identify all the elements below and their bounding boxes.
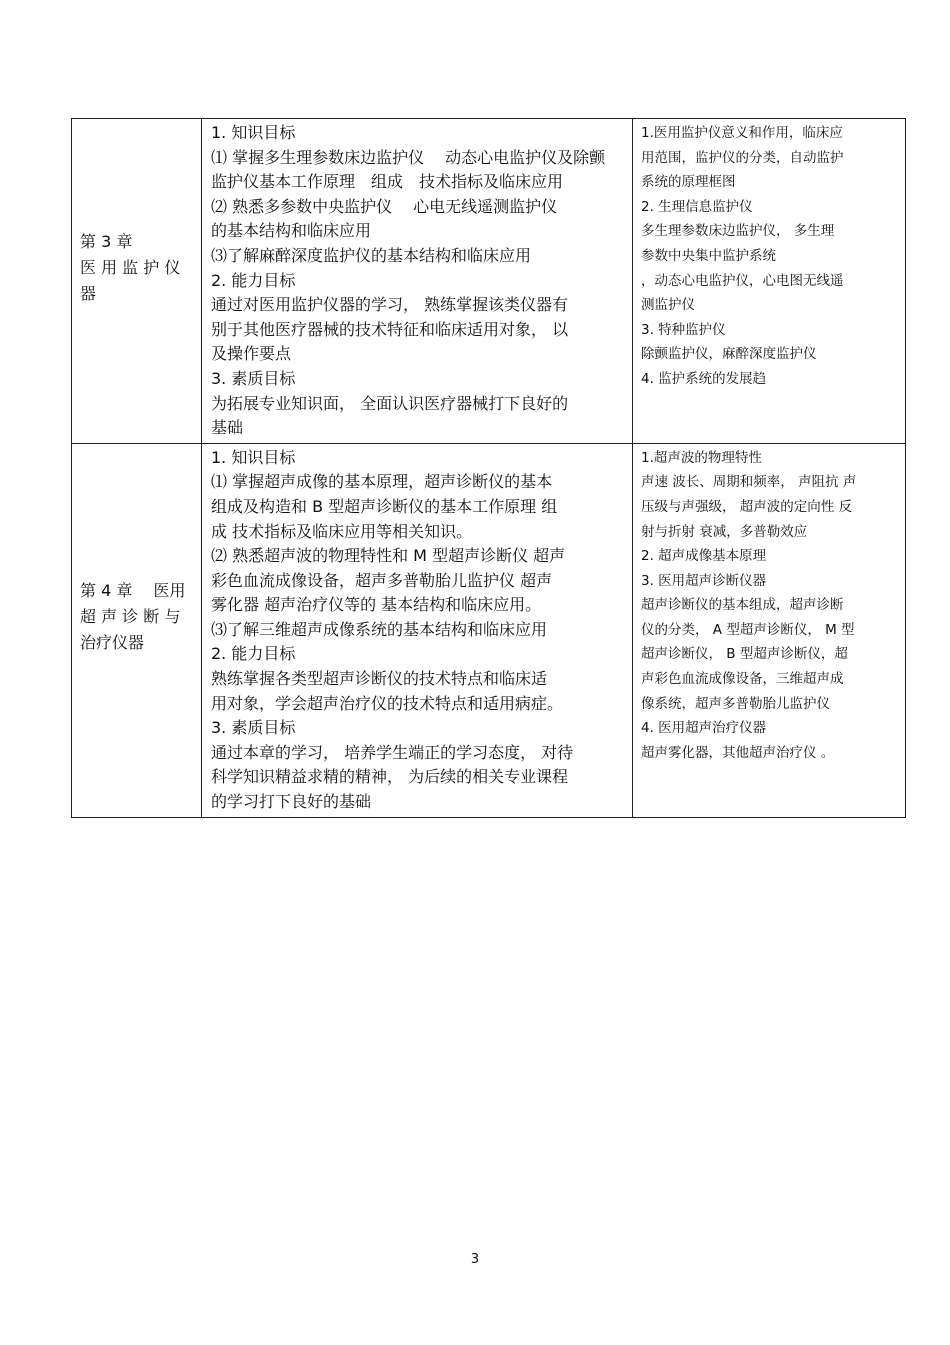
objective-line: ⑴ 掌握多生理参数床边监护仪 动态心电监护仪及除颤 xyxy=(211,147,606,167)
table-row-chapter-4 xyxy=(72,443,906,817)
content-line: 多生理参数床边监护仪， 多生理 xyxy=(641,223,835,240)
content-line: 超声诊断仪， B 型超声诊断仪，超 xyxy=(641,646,848,663)
objective-line: 成 技术指标及临床应用等相关知识。 xyxy=(211,521,473,541)
chapter-cell xyxy=(72,119,202,444)
chapter-label: 第 3 章 xyxy=(80,232,133,251)
objective-line: 别于其他医疗器械的技术特征和临床适用对象， 以 xyxy=(211,319,569,339)
objective-line: 3. 素质目标 xyxy=(211,368,296,388)
content-line: 除颤监护仪，麻醉深度监护仪 xyxy=(641,346,817,363)
content-line: 测监护仪 xyxy=(641,297,695,314)
syllabus-table xyxy=(71,118,906,818)
content-line: 1.超声波的物理特性 xyxy=(641,449,762,466)
objective-line: ⑶了解三维超声成像系统的基本结构和临床应用 xyxy=(211,619,548,639)
objective-line: 为拓展专业知识面， 全面认识医疗器械打下良好的 xyxy=(211,393,569,413)
objective-line: 雾化器 超声治疗仪等的 基本结构和临床应用。 xyxy=(211,595,542,615)
objective-line: 3. 素质目标 xyxy=(211,718,296,738)
content-line: 3. 特种监护仪 xyxy=(641,321,726,338)
objective-line: 1. 知识目标 xyxy=(211,447,296,467)
content-line: 超声诊断仪的基本组成，超声诊断 xyxy=(641,597,844,614)
content-line: 3. 医用超声诊断仪器 xyxy=(641,572,767,589)
objective-line: 的基本结构和临床应用 xyxy=(211,221,372,241)
objectives-cell xyxy=(202,443,633,817)
objective-line: 监护仪基本工作原理 组成 技术指标及临床应用 xyxy=(211,172,564,192)
objective-line: ⑵ 熟悉超声波的物理特性和 M 型超声诊断仪 超声 xyxy=(211,546,566,566)
content-line: 压级与声强级， 超声波的定向性 反 xyxy=(641,498,853,515)
objective-line: 科学知识精益求精的精神， 为后续的相关专业课程 xyxy=(211,767,569,787)
objective-line: 组成及构造和 B 型超声诊断仪的基本工作原理 组 xyxy=(211,496,558,516)
content-line: 参数中央集中监护系统 xyxy=(641,247,776,264)
objective-line: 通过本章的学习， 培养学生端正的学习态度， 对待 xyxy=(211,742,574,762)
content-cell xyxy=(633,443,906,817)
chapter-label: 医 用 监 护 仪 xyxy=(80,258,181,277)
content-line: 4. 监护系统的发展趋 xyxy=(641,370,767,387)
objective-line: ⑴ 掌握超声成像的基本原理，超声诊断仪的基本 xyxy=(211,472,553,492)
objective-line: 1. 知识目标 xyxy=(211,123,296,142)
chapter-cell xyxy=(72,443,202,817)
content-line: 声彩色血流成像设备，三维超声成 xyxy=(641,671,844,688)
content-line: 像系统，超声多普勒胎儿监护仪 xyxy=(641,695,830,712)
objective-line: 及操作要点 xyxy=(211,344,292,364)
chapter-label: 超 声 诊 断 与 xyxy=(80,606,181,626)
content-line: 2. 超声成像基本原理 xyxy=(641,548,767,565)
objective-line: 的学习打下良好的基础 xyxy=(211,792,372,812)
objective-line: 2. 能力目标 xyxy=(211,644,296,664)
chapter-label: 治疗仪器 xyxy=(80,632,145,652)
content-line: 4. 医用超声治疗仪器 xyxy=(641,720,767,737)
page-number: 3 xyxy=(470,1252,480,1267)
content-line: 超声雾化器，其他超声治疗仪 。 xyxy=(641,744,835,761)
table-row-chapter-3 xyxy=(72,119,906,444)
objective-line: ⑶了解麻醉深度监护仪的基本结构和临床应用 xyxy=(211,245,532,265)
objective-line: 通过对医用监护仪器的学习， 熟练掌握该类仪器有 xyxy=(211,295,569,315)
content-line: 1.医用监护仪意义和作用，临床应 xyxy=(641,125,843,141)
content-line: 用范围，监护仪的分类，自动监护 xyxy=(641,149,844,166)
objective-line: 2. 能力目标 xyxy=(211,270,296,290)
content-line: ，动态心电监护仪，心电图无线遥 xyxy=(641,272,844,289)
objective-line: 熟练掌握各类型超声诊断仪的技术特点和临床适 xyxy=(211,669,548,689)
objective-line: ⑵ 熟悉多参数中央监护仪 心电无线遥测监护仪 xyxy=(211,196,558,216)
content-line: 声速 波长、周期和频率， 声阻抗 声 xyxy=(641,474,857,491)
chapter-label: 器 xyxy=(80,284,97,303)
objective-line: 用对象，学会超声治疗仪的技术特点和适用病症。 xyxy=(211,693,564,713)
content-cell xyxy=(633,119,906,444)
content-line: 2. 生理信息监护仪 xyxy=(641,198,753,215)
objective-line: 基础 xyxy=(211,418,244,438)
objectives-cell xyxy=(202,119,633,444)
content-line: 射与折射 衰减，多普勒效应 xyxy=(641,523,808,540)
content-line: 仪的分类， A 型超声诊断仪， M 型 xyxy=(641,621,855,638)
chapter-label: 第 4 章 医用 xyxy=(80,580,186,600)
content-line: 系统的原理框图 xyxy=(641,174,736,191)
objective-line: 彩色血流成像设备，超声多普勒胎儿监护仪 超声 xyxy=(211,570,553,590)
